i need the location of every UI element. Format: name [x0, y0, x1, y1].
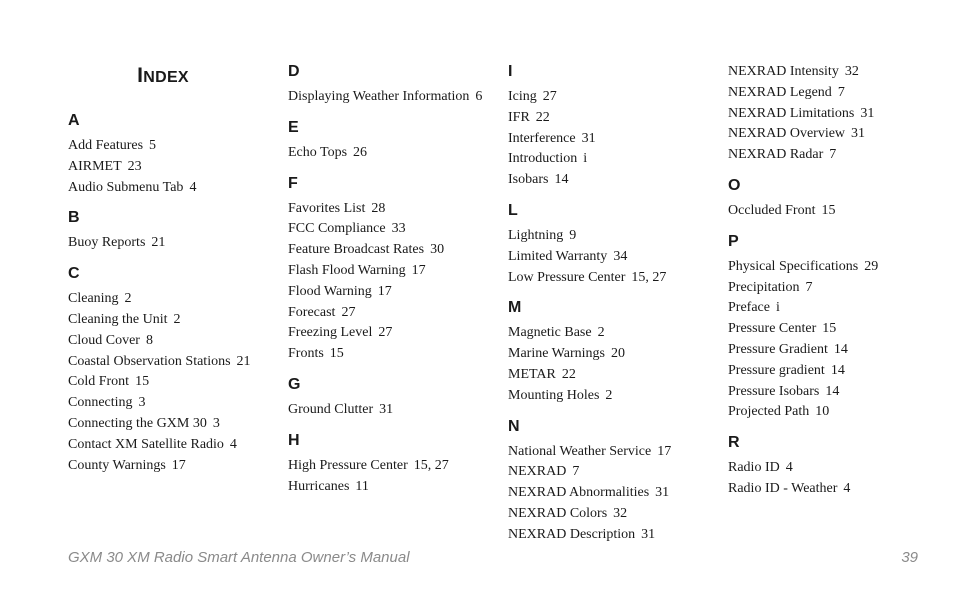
index-entry [288, 219, 498, 240]
index-entry [68, 178, 278, 199]
entry-term: Limited Warranty [508, 248, 608, 264]
entry-pages: 2 [597, 325, 605, 341]
entry-pages: 14 [825, 383, 840, 399]
entry-term: Flash Flood Warning [288, 262, 406, 278]
entry-pages: 15 [329, 346, 344, 362]
index-entry [68, 435, 278, 456]
section-letter: E [288, 118, 299, 136]
entry-pages: 9 [569, 227, 577, 243]
page-number: 39 [901, 549, 918, 566]
index-entry [728, 402, 938, 423]
index-entry [288, 456, 498, 477]
entry-term: Freezing Level [288, 325, 373, 341]
entry-term: Coastal Observation Stations [68, 353, 231, 369]
entry-pages: i [775, 300, 780, 316]
entry-term: NEXRAD Radar [728, 147, 824, 163]
index-entry [728, 124, 938, 145]
entry-term: Contact XM Satellite Radio [68, 436, 224, 452]
index-entry [68, 136, 278, 157]
index-entry [728, 319, 938, 340]
entry-pages: 31 [851, 126, 866, 142]
entry-term: Icing [508, 89, 537, 104]
entry-term: NEXRAD Intensity [728, 64, 839, 79]
index-group [508, 201, 718, 288]
index-group [728, 176, 938, 222]
entry-pages: 7 [829, 147, 837, 163]
index-entry [508, 344, 718, 365]
entry-term: Cleaning [68, 291, 119, 307]
entry-pages: 29 [864, 258, 879, 274]
entry-term: Introduction [508, 151, 578, 167]
entry-term: Echo Tops [288, 144, 348, 160]
entry-pages: 4 [189, 179, 197, 195]
entry-pages: 32 [844, 64, 859, 79]
entry-pages: 4 [843, 480, 851, 496]
index-entry [288, 303, 498, 324]
index-entry [508, 504, 718, 525]
index-entry [68, 310, 278, 331]
entry-term: FCC Compliance [288, 221, 386, 237]
page-title: INDEX [137, 64, 189, 87]
index-group [508, 417, 718, 546]
entry-term: Connecting [68, 395, 133, 411]
entry-term: Add Features [68, 138, 144, 153]
index-entry [508, 483, 718, 504]
index-group [68, 264, 278, 476]
entry-pages: 3 [138, 395, 146, 411]
index-entry [728, 382, 938, 403]
entry-pages: 2 [605, 387, 613, 403]
entry-term: Interference [508, 130, 576, 146]
index-group [288, 375, 498, 421]
index-entry [728, 62, 938, 83]
entry-pages: 17 [657, 443, 672, 459]
entry-term: AIRMET [68, 158, 122, 174]
index-entry [728, 104, 938, 125]
index-group [288, 174, 498, 365]
entry-pages: 15 [821, 202, 836, 218]
index-entry [728, 145, 938, 166]
entry-pages: 17 [411, 262, 426, 278]
index-entry [288, 344, 498, 365]
index-group [288, 62, 498, 108]
section-letter: P [728, 232, 739, 250]
entry-pages: 10 [815, 404, 830, 420]
entry-pages: 3 [212, 415, 220, 431]
index-entry [68, 331, 278, 352]
entry-pages: 34 [613, 248, 628, 264]
entry-pages: 11 [355, 478, 369, 494]
entry-term: Cleaning the Unit [68, 311, 168, 327]
index-group [508, 298, 718, 406]
entry-term: Radio ID [728, 460, 780, 476]
entry-term: Cold Front [68, 374, 130, 390]
index-group [288, 431, 498, 498]
index-entry [68, 456, 278, 477]
index-entry [68, 352, 278, 373]
entry-term: NEXRAD [508, 464, 567, 480]
entry-pages: 14 [554, 172, 569, 188]
entry-term: NEXRAD Abnormalities [508, 485, 650, 501]
index-entry [728, 278, 938, 299]
entry-pages: 6 [475, 89, 483, 104]
index-entry [728, 340, 938, 361]
entry-pages: 15 [135, 374, 150, 390]
entry-term: METAR [508, 366, 556, 382]
entry-term: High Pressure Center [288, 457, 408, 473]
entry-term: Audio Submenu Tab [68, 179, 184, 195]
index-entry [68, 233, 278, 254]
index-entry [68, 157, 278, 178]
index-entry [288, 143, 498, 164]
entry-pages: 15, 27 [631, 269, 667, 285]
section-letter: G [288, 375, 301, 393]
entry-pages: 7 [837, 84, 845, 100]
index-column-3 [508, 62, 718, 556]
section-letter: O [728, 176, 741, 194]
index-entry [508, 149, 718, 170]
entry-term: Lightning [508, 227, 564, 243]
entry-term: Low Pressure Center [508, 269, 626, 285]
index-entry [508, 247, 718, 268]
index-group [728, 232, 938, 423]
entry-pages: i [583, 151, 588, 167]
entry-pages: 22 [535, 109, 550, 125]
entry-pages: 4 [229, 436, 237, 452]
index-entry [288, 282, 498, 303]
entry-pages: 31 [860, 105, 875, 121]
index-group [68, 111, 278, 198]
entry-term: Ground Clutter [288, 401, 374, 417]
entry-pages: 14 [833, 341, 848, 357]
entry-pages: 17 [171, 457, 186, 473]
index-entry [68, 393, 278, 414]
section-letter: B [68, 209, 80, 227]
entry-term: NEXRAD Colors [508, 505, 608, 521]
index-column-2 [288, 62, 498, 507]
entry-term: Buoy Reports [68, 235, 146, 251]
manual-title: GXM 30 XM Radio Smart Antenna Owner’s Manual [68, 549, 410, 566]
entry-pages: 27 [341, 304, 356, 320]
section-letter: F [288, 174, 298, 192]
entry-pages: 32 [613, 505, 628, 521]
entry-pages: 2 [124, 291, 132, 307]
entry-term: Magnetic Base [508, 325, 592, 341]
entry-term: Precipitation [728, 279, 800, 295]
section-letter: C [68, 265, 80, 283]
entry-term: Occluded Front [728, 202, 816, 218]
entry-term: Radio ID - Weather [728, 480, 838, 496]
entry-pages: 5 [149, 138, 157, 153]
index-entry [288, 240, 498, 261]
entry-term: Displaying Weather Information [288, 89, 470, 104]
entry-term: Marine Warnings [508, 346, 605, 362]
index-entry [288, 87, 498, 108]
index-entry [508, 108, 718, 129]
index-entry [728, 257, 938, 278]
entry-pages: 15, 27 [413, 457, 449, 473]
section-letter: M [508, 299, 522, 317]
entry-term: Preface [728, 300, 770, 316]
entry-pages: 17 [377, 283, 392, 299]
index-entry [288, 323, 498, 344]
index-entry [508, 129, 718, 150]
index-group [728, 433, 938, 500]
section-letter: A [68, 112, 80, 129]
entry-pages: 4 [785, 460, 793, 476]
index-entry [728, 201, 938, 222]
section-letter: I [508, 63, 513, 80]
entry-pages: 28 [371, 200, 386, 216]
entry-term: NEXRAD Overview [728, 126, 846, 142]
index-entry [508, 226, 718, 247]
entry-term: Isobars [508, 172, 549, 188]
index-entry [508, 170, 718, 191]
index-entry [728, 479, 938, 500]
entry-pages: 26 [353, 144, 368, 160]
entry-pages: 33 [391, 221, 406, 237]
index-entry [508, 525, 718, 546]
entry-pages: 23 [127, 158, 142, 174]
index-group [68, 208, 278, 254]
section-letter: L [508, 201, 518, 219]
section-letter: D [288, 63, 300, 80]
entry-term: Hurricanes [288, 478, 350, 494]
entry-term: Mounting Holes [508, 387, 600, 403]
index-entry [728, 298, 938, 319]
page-footer [68, 549, 918, 566]
index-entry [508, 87, 718, 108]
index-entry [68, 414, 278, 435]
entry-term: NEXRAD Legend [728, 84, 832, 100]
index-entry [508, 365, 718, 386]
index-group [288, 118, 498, 164]
entry-term: NEXRAD Limitations [728, 105, 855, 121]
entry-term: IFR [508, 109, 530, 125]
index-group [508, 62, 718, 191]
entry-term: Projected Path [728, 404, 810, 420]
entry-term: Favorites List [288, 200, 366, 216]
entry-pages: 31 [581, 130, 596, 146]
entry-pages: 7 [572, 464, 580, 480]
entry-term: NEXRAD Description [508, 526, 636, 542]
entry-pages: 2 [173, 311, 181, 327]
entry-pages: 22 [561, 366, 576, 382]
index-entry [508, 462, 718, 483]
entry-term: Flood Warning [288, 283, 372, 299]
entry-term: National Weather Service [508, 443, 652, 459]
entry-term: Pressure Gradient [728, 341, 828, 357]
entry-pages: 14 [830, 362, 845, 378]
index-column-1 [68, 62, 278, 486]
entry-term: Physical Specifications [728, 258, 859, 274]
entry-pages: 27 [542, 89, 557, 104]
entry-pages: 31 [655, 485, 670, 501]
section-letter: R [728, 434, 740, 452]
entry-pages: 20 [610, 346, 625, 362]
entry-pages: 7 [805, 279, 813, 295]
entry-pages: 21 [151, 235, 166, 251]
entry-pages: 21 [236, 353, 251, 369]
entry-term: Pressure Isobars [728, 383, 820, 399]
index-entry [288, 199, 498, 220]
entry-term: County Warnings [68, 457, 166, 473]
section-letter: H [288, 431, 300, 449]
index-entry [508, 323, 718, 344]
entry-term: Pressure Center [728, 321, 817, 337]
index-entry [508, 386, 718, 407]
entry-term: Connecting the GXM 30 [68, 415, 207, 431]
index-entry [288, 477, 498, 498]
index-entry [508, 268, 718, 289]
entry-pages: 8 [145, 332, 153, 348]
entry-pages: 27 [378, 325, 393, 341]
index-entry [68, 289, 278, 310]
index-entry [68, 372, 278, 393]
index-group [728, 62, 938, 166]
section-letter: N [508, 417, 520, 435]
entry-term: Fronts [288, 346, 324, 362]
entry-pages: 31 [641, 526, 656, 542]
index-entry [728, 458, 938, 479]
entry-pages: 31 [379, 401, 394, 417]
index-entry [288, 261, 498, 282]
index-column-4 [728, 62, 938, 510]
entry-term: Forecast [288, 304, 336, 320]
index-entry [288, 400, 498, 421]
entry-term: Cloud Cover [68, 332, 140, 348]
index-entry [728, 361, 938, 382]
index-entry [508, 442, 718, 463]
index-entry [728, 83, 938, 104]
entry-pages: 15 [822, 321, 837, 337]
entry-pages: 30 [430, 242, 445, 258]
entry-term: Feature Broadcast Rates [288, 242, 425, 258]
entry-term: Pressure gradient [728, 362, 825, 378]
